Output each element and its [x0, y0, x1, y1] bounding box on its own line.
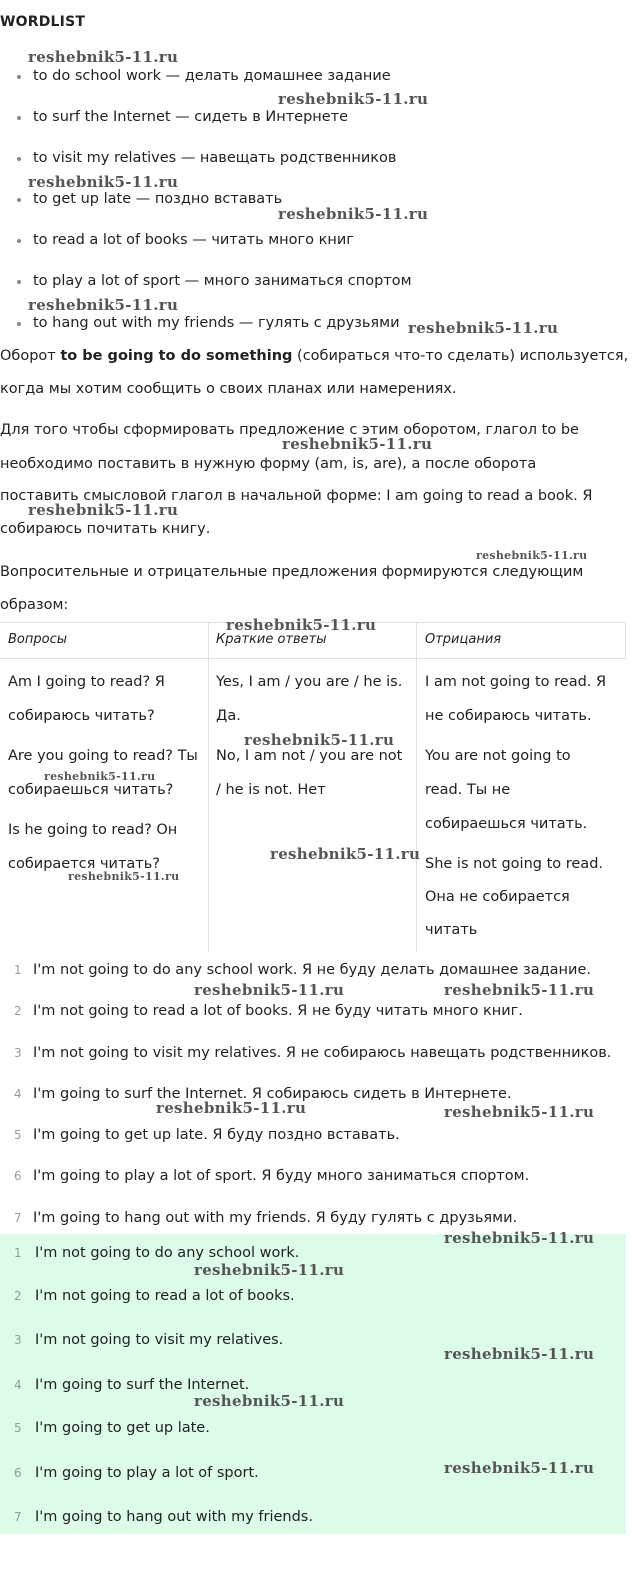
watermark: reshebnik5-11.ru [270, 845, 421, 863]
list-item: 5 I'm going to get up late. Я буду поздно вставать. [14, 1127, 400, 1143]
watermark: reshebnik5-11.ru [244, 731, 395, 749]
bullet-icon [17, 75, 21, 79]
watermark: reshebnik5-11.ru [194, 1261, 345, 1279]
table-cell: собирается читать? [8, 856, 160, 872]
list-item: 2 I'm not going to read a lot of books. [14, 1288, 295, 1304]
table-cell: You are not going to [425, 748, 571, 764]
table-cell: Она не собирается [425, 889, 570, 905]
list-item: 6 I'm going to play a lot of sport. Я буду много заниматься спортом. [14, 1168, 530, 1184]
bold-phrase: to be going to do something [60, 348, 293, 364]
list-item: 3 I'm not going to visit my relatives. Я не собираюсь навещать родственников. [14, 1045, 612, 1061]
list-item: 1 I'm not going to do any school work. [14, 1245, 300, 1261]
watermark: reshebnik5-11.ru [278, 90, 429, 108]
list-item: 2 I'm not going to read a lot of books. Я не буду читать много книг. [14, 1003, 523, 1019]
bullet-icon [17, 239, 21, 243]
watermark: reshebnik5-11.ru [444, 981, 595, 999]
table-header-questions: Вопросы [8, 632, 67, 647]
watermark: reshebnik5-11.ru [282, 435, 433, 453]
bullet-icon [17, 157, 21, 161]
watermark: reshebnik5-11.ru [28, 173, 179, 191]
list-item: 4 I'm going to surf the Internet. [14, 1377, 250, 1393]
table-header-short-answers: Краткие ответы [216, 632, 327, 647]
table-cell: собираешься читать? [8, 782, 174, 798]
watermark: reshebnik5-11.ru [444, 1459, 595, 1477]
list-item: 7 I'm going to hang out with my friends. Я буду гулять с друзьями. [14, 1210, 518, 1226]
watermark: reshebnik5-11.ru [28, 296, 179, 314]
watermark: reshebnik5-11.ru [28, 501, 179, 519]
table-cell: Are you going to read? Ты [8, 748, 198, 764]
watermark: reshebnik5-11.ru [444, 1229, 595, 1247]
watermark: reshebnik5-11.ru [444, 1103, 595, 1121]
list-item: 3 I'm not going to visit my relatives. [14, 1332, 284, 1348]
table-cell: собираюсь читать? [8, 708, 155, 724]
bullet-icon [17, 322, 21, 326]
table-cell: Am I going to read? Я [8, 674, 165, 690]
grammar-table [0, 622, 626, 952]
wordlist-title: WORDLIST [0, 14, 86, 30]
table-header-negatives: Отрицания [425, 632, 502, 647]
table-cell: I am not going to read. Я [425, 674, 607, 690]
list-item: 4 I'm going to surf the Internet. Я собираюсь сидеть в Интернете. [14, 1086, 512, 1102]
table-cell: / he is not. Нет [216, 782, 326, 798]
watermark: reshebnik5-11.ru [28, 48, 179, 66]
table-cell: читать [425, 922, 478, 938]
watermark: reshebnik5-11.ru [194, 1392, 345, 1410]
watermark: reshebnik5-11.ru [226, 616, 377, 634]
table-cell: Yes, I am / you are / he is. [216, 674, 403, 690]
table-cell: собираешься читать. [425, 816, 588, 832]
watermark: reshebnik5-11.ru [68, 870, 180, 883]
bullet-icon [17, 116, 21, 120]
table-cell: не собираюсь читать. [425, 708, 592, 724]
watermark: reshebnik5-11.ru [444, 1345, 595, 1363]
watermark: reshebnik5-11.ru [408, 319, 559, 337]
bullet-icon [17, 198, 21, 202]
list-item: 5 I'm going to get up late. [14, 1420, 210, 1436]
table-cell: Is he going to read? Он [8, 822, 178, 838]
bullet-icon [17, 280, 21, 284]
table-cell: read. Ты не [425, 782, 511, 798]
table-cell: She is not going to read. [425, 856, 604, 872]
watermark: reshebnik5-11.ru [278, 205, 429, 223]
page: WORDLIST to do school work — делать домашнее задание to surf the Internet — сидеть в Интернете to visit my relatives — навещать родственников to get up late — поздно вставать to read a lot of books — читать много книг to play a lot of sport — много заниматься спортом to hang out with my friends — гулять с друзьями Оборот to be going to do something (собираться что-то сделать) используется, когда мы хотим сообщить о своих планах или намерениях. Для того чтобы сформировать предложение с этим оборотом, глагол to be необходимо поставить в нужную форму (am, is, are), а после оборота поставить смысловой глагол в начальной форме: I am going to read a book. Я собираюсь почитать книгу. Вопросительные и отрицательные предложения формируются следующим образом: Вопросы Краткие ответы Отрицания Am I going to read? Я собираюсь читать? Are you going to read? Ты собираешься читать? Is he going to read? Он собирается читать? Yes, I am / you are / he is. Да. No, I am not / you are not / he is not. Нет I am not going to read. Я не собираюсь читать. You are not going to read. Ты не собираешься читать. She is not going to read. Она не собирается читать 1 I'm not going to do any school work. Я не буду делать домашнее задание. 2 I'm not going to read a lot of books. Я не буду читать много книг. 3 I'm not going to visit my relatives. Я не собираюсь навещать родственников. 4 I'm going to surf the Internet. Я собираюсь сидеть в Интернете. 5 I'm going to get up late. Я буду поздно вставать. 6 I'm going to play a lot of sport. Я буду много заниматься спортом. 7 I'm going to hang out with my friends. Я буду гулять с друзьями. 1 I'm not going to do any school work. 2 I'm not going to read a lot of books. 3 I'm not going to visit my relatives. 4 I'm going to surf the Internet. 5 I'm going to get up late. 6 I'm going to play a lot of sport. 7 I'm going to hang out with my friends. reshebnik5-11.ru reshebnik5-11.ru reshebnik5-11.ru reshebnik5-11.ru reshebnik5-11.ru reshebnik5-11.ru reshebnik5-11.ru reshebnik5-11.ru reshebnik5-11.ru reshebnik5-11.ru reshebnik5-11.ru reshebnik5-11.ru reshebnik5-11.ru reshebnik5-11.ru reshebnik5-11.ru reshebnik5-11.ru reshebnik5-11.ru reshebnik5-11.ru reshebnik5-11.ru reshebnik5-11.ru reshebnik5-11.ru reshebnik5-11.ru reshebnik5-11.ru [0, 0, 632, 1586]
table-cell: No, I am not / you are not [216, 748, 403, 764]
watermark: reshebnik5-11.ru [156, 1099, 307, 1117]
watermark: reshebnik5-11.ru [44, 770, 156, 783]
table-cell: Да. [216, 708, 241, 724]
list-item: 1 I'm not going to do any school work. Я не буду делать домашнее задание. [14, 962, 591, 978]
watermark: reshebnik5-11.ru [476, 549, 588, 562]
list-item: 7 I'm going to hang out with my friends. [14, 1509, 313, 1525]
watermark: reshebnik5-11.ru [194, 981, 345, 999]
list-item: 6 I'm going to play a lot of sport. [14, 1465, 259, 1481]
